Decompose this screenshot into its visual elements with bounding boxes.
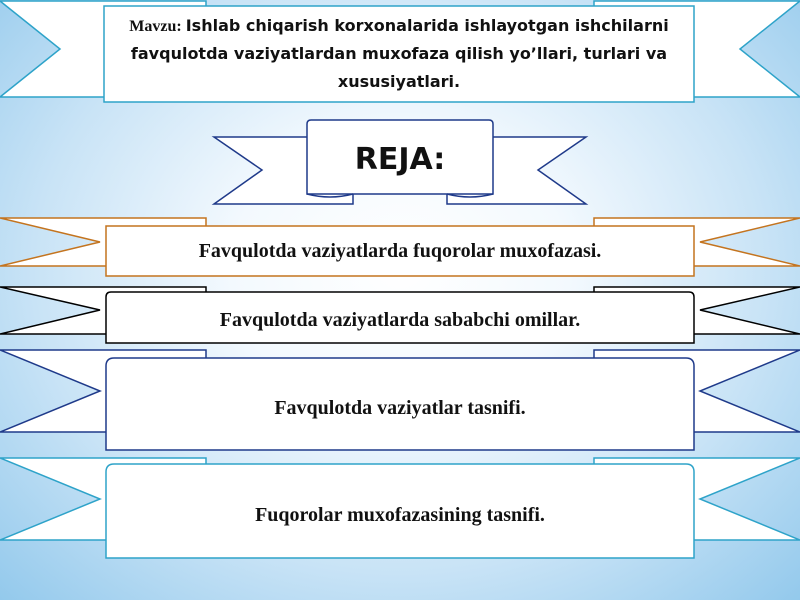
topic-lead: Mavzu: (129, 18, 182, 35)
topic-banner (104, 6, 694, 102)
plan-item-4: Fuqorolar muxofazasining tasnifi. (255, 503, 545, 526)
topic-text (128, 12, 670, 96)
topic-title: Ishlab chiqarish korxonalarida ishlayotgan ishchilarni favqulotda vaziyatlardan muxofaza qilish yo’llari, turlari va xususiyatlari. (130, 16, 669, 91)
plan-item-2: Favqulotda vaziyatlarda sababchi omillar. (219, 308, 581, 331)
plan-item-1: Favqulotda vaziyatlarda fuqorolar muxofazasi. (198, 239, 602, 262)
plan-heading: REJA: (354, 141, 446, 177)
plan-item-3: Favqulotda vaziyatlar tasnifi. (274, 396, 526, 419)
